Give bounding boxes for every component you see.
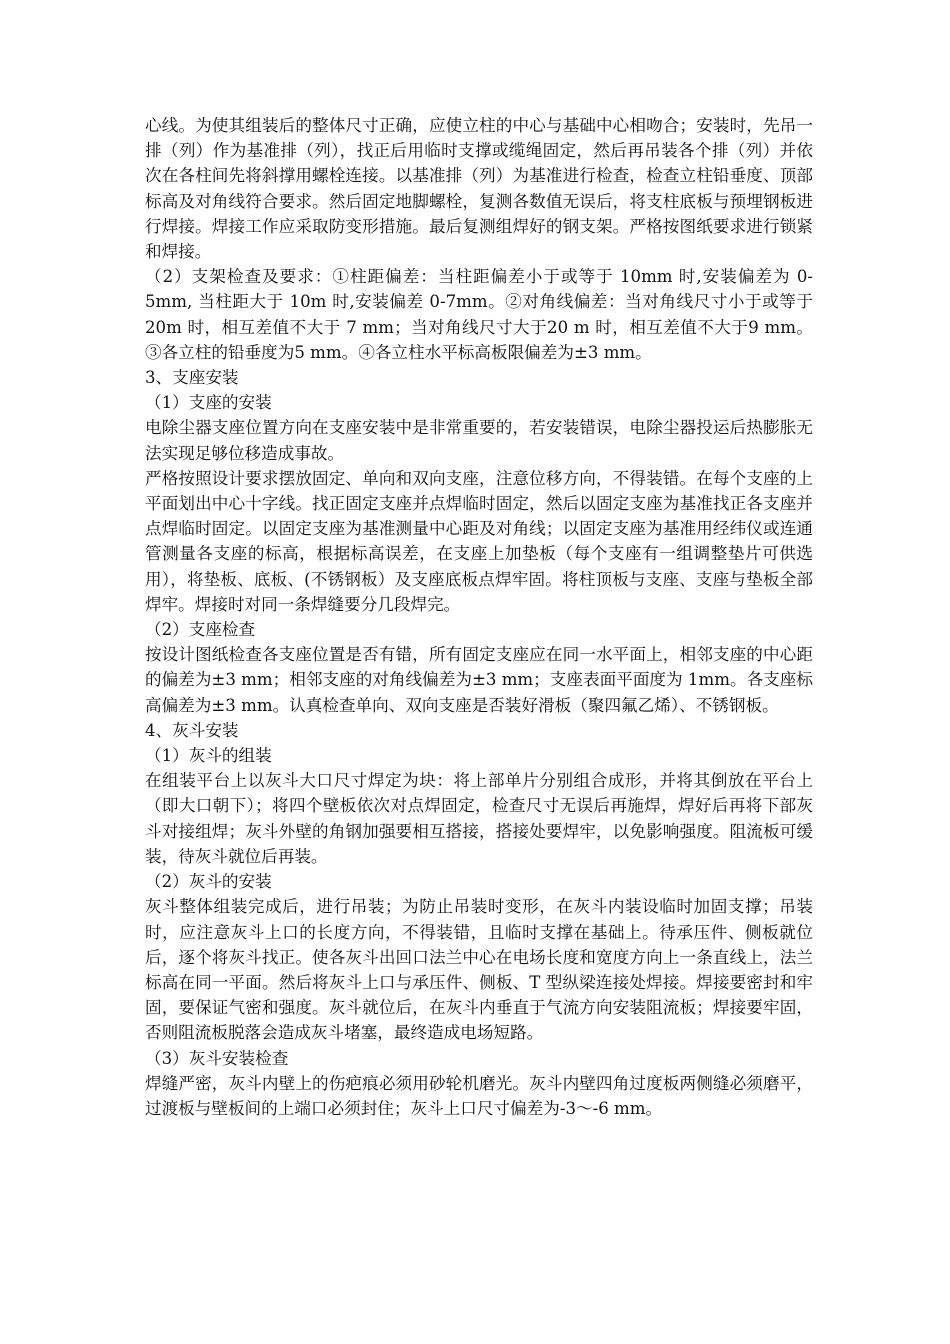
document-body <box>145 113 813 1121</box>
section-heading-bearing-installation: 3、支座安装 <box>145 368 239 388</box>
paragraph-bearing-importance: 电除尘器支座位置方向在支座安装中是非常重要的，若安装错误，电除尘器投运后热膨胀无法实现足够位移造成事故。 <box>145 418 813 463</box>
subheading-hopper-assembly: （1）灰斗的组装 <box>145 746 272 766</box>
paragraph-bearing-inspection: 按设计图纸检查各支座位置是否有错，所有固定支座应在同一水平面上，相邻支座的中心距的偏差为±3 mm；相邻支座的对角线偏差为±3 mm；支座表面平面度为 1mm。各支座标高偏差为±3 mm。认真检查单向、双向支座是否装好滑板（聚四氟乙烯）、不锈钢板。 <box>145 645 813 715</box>
section-heading-hopper-installation: 4、灰斗安装 <box>145 720 239 740</box>
paragraph-hopper-installation: 灰斗整体组装完成后，进行吊装；为防止吊装时变形，在灰斗内装设临时加固支撑；吊装时，应注意灰斗上口的长度方向，不得装错，且临时支撑在基础上。待承压件、侧板就位后，逐个将灰斗找正。使各灰斗出回口法兰中心在电场长度和宽度方向上一条直线上，法兰标高在同一平面。然后将灰斗上口与承压件、侧板、T 型纵梁连接处焊接。焊接要密封和牢固，要保证气密和强度。灰斗就位后，在灰斗内垂直于气流方向安装阻流板；焊接要牢固，否则阻流板脱落会造成灰斗堵塞，最终造成电场短路。 <box>145 897 813 1043</box>
paragraph-bearing-procedure: 严格按照设计要求摆放固定、单向和双向支座，注意位移方向，不得装错。在每个支座的上平面划出中心十字线。找正固定支座并点焊临时固定，然后以固定支座为基准找正各支座并点焊临时固定。以固定支座为基准测量中心距及对角线；以固定支座为基准用经纬仪或连通管测量各支座的标高，根据标高误差，在支座上加垫板（每个支座有一组调整垫片可供选用），将垫板、底板、(不锈钢板）及支座底板点焊牢固。将柱顶板与支座、支座与垫板全部焊牢。焊接时对同一条焊缝要分几段焊完。 <box>145 468 813 614</box>
paragraph-hopper-assembly: 在组装平台上以灰斗大口尺寸焊定为块：将上部单片分别组合成形，并将其倒放在平台上（即大口朝下）；将四个壁板依次对点焊固定，检查尺寸无误后再施焊，焊好后再将下部灰斗对接组焊；灰斗外壁的角钢加强要相互搭接，搭接处要焊牢，以免影响强度。阻流板可缓装，待灰斗就位后再装。 <box>145 771 813 866</box>
paragraph-support-frame-assembly: 心线。为使其组装后的整体尺寸正确，应使立柱的中心与基础中心相吻合；安装时，先吊一排（列）作为基准排（列），找正后用临时支撑或缆绳固定，然后再吊装各个排（列）并依次在各柱间先将斜撑用螺栓连接。以基准排（列）为基准进行检查，检查立柱铅垂度、顶部标高及对角线符合要求。然后固定地脚螺栓，复测各数值无误后，将支柱底板与预埋钢板进行焊接。焊接工作应采取防变形措施。最后复测组焊好的钢支架。严格按图纸要求进行锁紧和焊接。 <box>145 116 813 262</box>
subheading-bearing-installation: （1）支座的安装 <box>145 393 272 413</box>
subheading-hopper-inspection: （3）灰斗安装检查 <box>145 1048 289 1068</box>
paragraph-support-inspection: （2）支架检查及要求：①柱距偏差：当柱距偏差小于或等于 10mm 时,安装偏差为 0-5mm, 当柱距大于 10m 时,安装偏差 0-7mm。②对角线偏差：当对角线尺寸小于或等于 20m 时，相互差值不大于 7 mm；当对角线尺寸大于20 m 时，相互差值不大于9 mm。③各立柱的铅垂度为5 mm。④各立柱水平标高板限偏差为±3 mm。 <box>145 267 813 362</box>
paragraph-hopper-inspection: 焊缝严密，灰斗内壁上的伤疤痕必须用砂轮机磨光。灰斗内壁四角过度板两侧缝必须磨平，过渡板与壁板间的上端口必须封住；灰斗上口尺寸偏差为-3～-6 mm。 <box>145 1073 813 1118</box>
subheading-bearing-inspection: （2）支座检查 <box>145 620 256 640</box>
subheading-hopper-installation: （2）灰斗的安装 <box>145 872 272 892</box>
